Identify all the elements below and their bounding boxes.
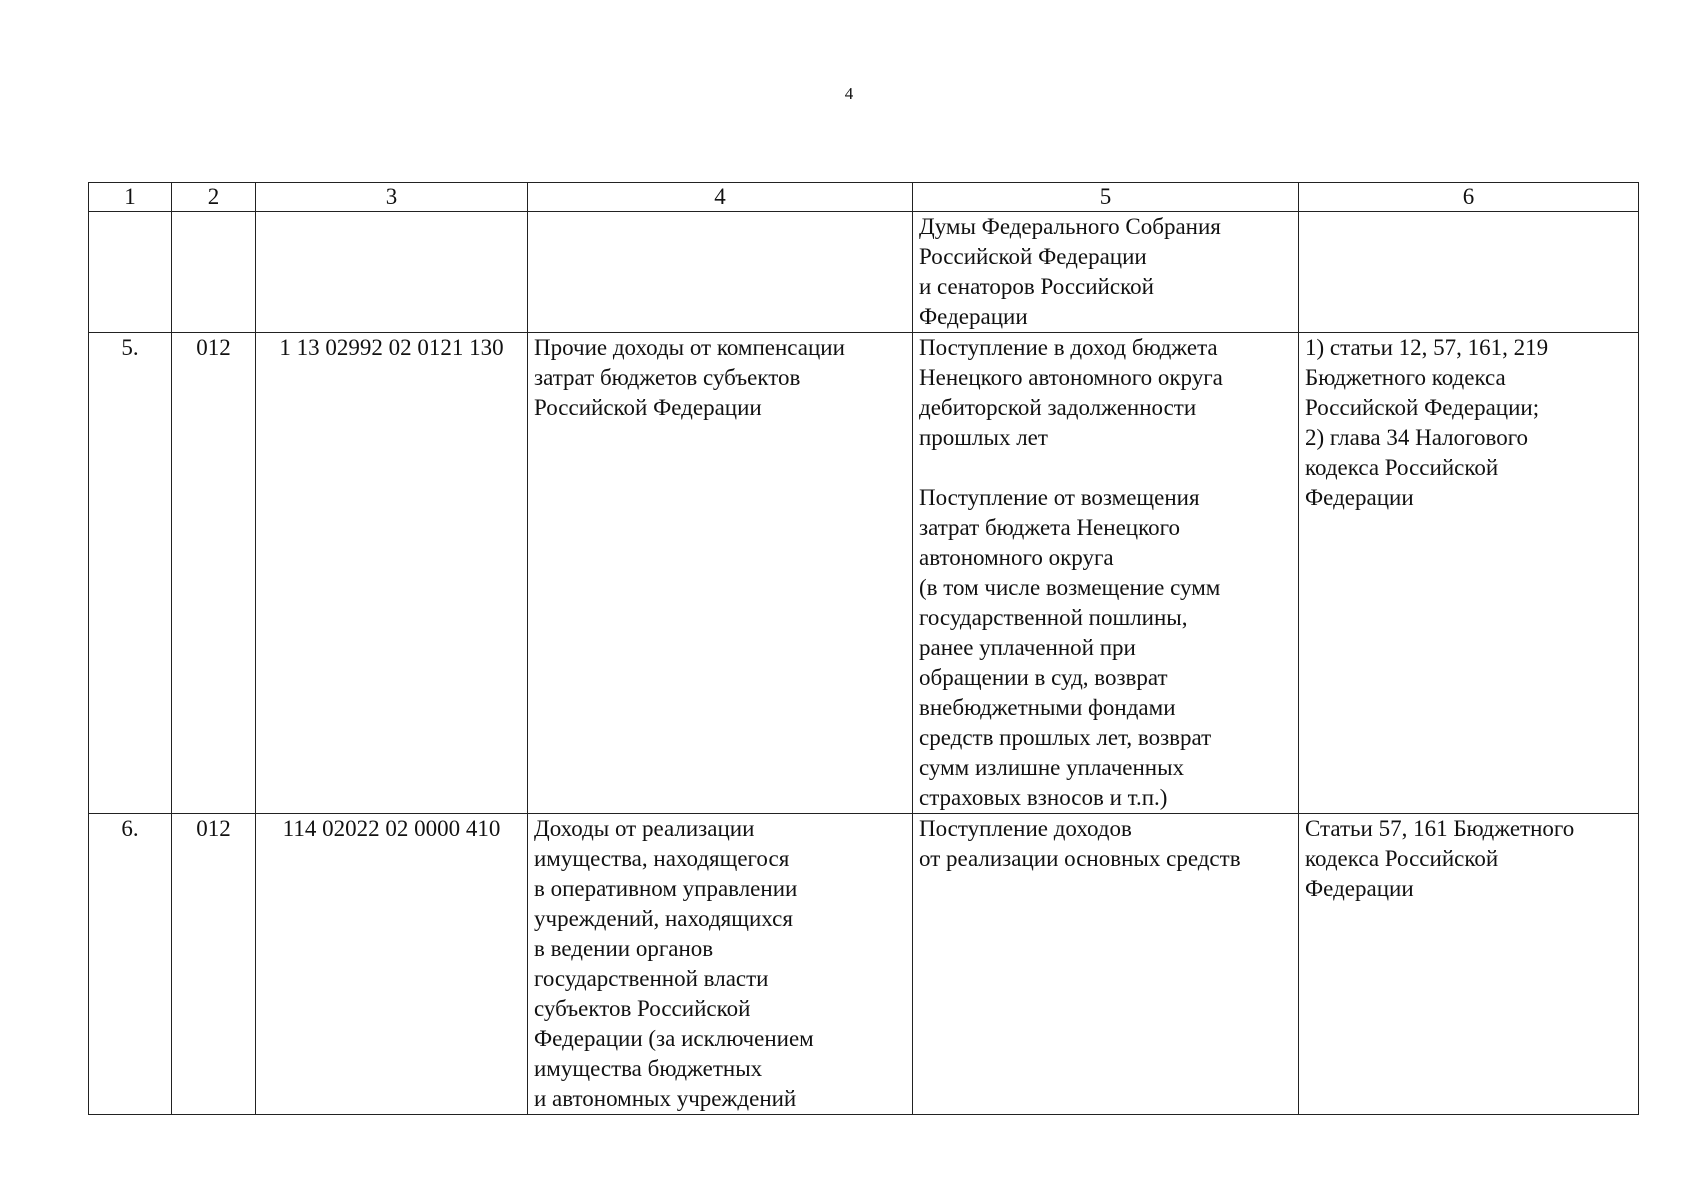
cell-empty (528, 212, 913, 333)
text-line: Бюджетного кодекса (1305, 365, 1506, 390)
table-header-row (89, 183, 1639, 212)
cell-revenue-name (528, 814, 913, 1115)
cell-row-number: 6. (89, 814, 172, 1115)
revenue-table (88, 182, 1639, 1115)
column-header-5: 5 (913, 183, 1299, 212)
text-line: Российской Федерации (534, 395, 762, 420)
text-line: Думы Федерального Собрания (919, 214, 1221, 239)
cell-empty (256, 212, 528, 333)
text-line: Прочие доходы от компенсации (534, 335, 845, 360)
text-line: Федерации (1305, 876, 1414, 901)
text-line: (в том числе возмещение сумм (919, 575, 1221, 600)
text-line: 1) статьи 12, 57, 161, 219 (1305, 335, 1549, 360)
cell-admin-code: 012 (172, 814, 256, 1115)
text-line: Поступление доходов (919, 816, 1132, 841)
cell-empty (1299, 212, 1639, 333)
text-line: имущества бюджетных (534, 1056, 763, 1081)
text-line: в оперативном управлении (534, 876, 798, 901)
text-line: Доходы от реализации (534, 816, 755, 841)
text-line: субъектов Российской (534, 996, 751, 1021)
table-row-continuation (89, 212, 1639, 333)
cell-row-number: 5. (89, 333, 172, 814)
text-line: в ведении органов (534, 936, 714, 961)
cell-empty (172, 212, 256, 333)
text-line: средств прошлых лет, возврат (919, 725, 1212, 750)
cell-description (913, 333, 1299, 814)
text-line: страховых взносов и т.п.) (919, 785, 1168, 810)
text-line: 2) глава 34 Налогового (1305, 425, 1529, 450)
cell-legal-basis (1299, 333, 1639, 814)
table-row (89, 333, 1639, 814)
cell-description (913, 212, 1299, 333)
text-line: от реализации основных средств (919, 846, 1241, 871)
column-header-2: 2 (172, 183, 256, 212)
text-line: сумм излишне уплаченных (919, 755, 1185, 780)
paragraph-gap (919, 453, 1292, 483)
text-line: и автономных учреждений (534, 1086, 797, 1111)
text-line: кодекса Российской (1305, 846, 1499, 871)
text-line: Поступление от возмещения (919, 485, 1200, 510)
text-line: Российской Федерации (919, 244, 1147, 269)
text-line: имущества, находящегося (534, 846, 790, 871)
cell-revenue-name (528, 333, 913, 814)
column-header-6: 6 (1299, 183, 1639, 212)
text-line: Российской Федерации; (1305, 395, 1540, 420)
text-line: затрат бюджета Ненецкого (919, 515, 1180, 540)
text-line: Поступление в доход бюджета (919, 335, 1218, 360)
cell-kbk-code: 114 02022 02 0000 410 (256, 814, 528, 1115)
text-line: ранее уплаченной при (919, 635, 1136, 660)
text-line: Федерации (за исключением (534, 1026, 814, 1051)
text-line: обращении в суд, возврат (919, 665, 1168, 690)
table-row (89, 814, 1639, 1115)
text-line: Статьи 57, 161 Бюджетного (1305, 816, 1575, 841)
page-number: 4 (844, 84, 854, 103)
column-header-1: 1 (89, 183, 172, 212)
text-line: Ненецкого автономного округа (919, 365, 1223, 390)
text-line: Федерации (919, 304, 1028, 329)
text-line: учреждений, находящихся (534, 906, 793, 931)
cell-kbk-code: 1 13 02992 02 0121 130 (256, 333, 528, 814)
cell-admin-code: 012 (172, 333, 256, 814)
text-line: кодекса Российской (1305, 455, 1499, 480)
cell-legal-basis (1299, 814, 1639, 1115)
column-header-4: 4 (528, 183, 913, 212)
text-line: дебиторской задолженности (919, 395, 1197, 420)
cell-empty (89, 212, 172, 333)
text-line: автономного округа (919, 545, 1114, 570)
text-line: внебюджетными фондами (919, 695, 1176, 720)
text-line: государственной пошлины, (919, 605, 1188, 630)
text-line: затрат бюджетов субъектов (534, 365, 801, 390)
cell-description (913, 814, 1299, 1115)
text-line: Федерации (1305, 485, 1414, 510)
column-header-3: 3 (256, 183, 528, 212)
text-line: и сенаторов Российской (919, 274, 1154, 299)
text-line: прошлых лет (919, 425, 1048, 450)
text-line: государственной власти (534, 966, 769, 991)
